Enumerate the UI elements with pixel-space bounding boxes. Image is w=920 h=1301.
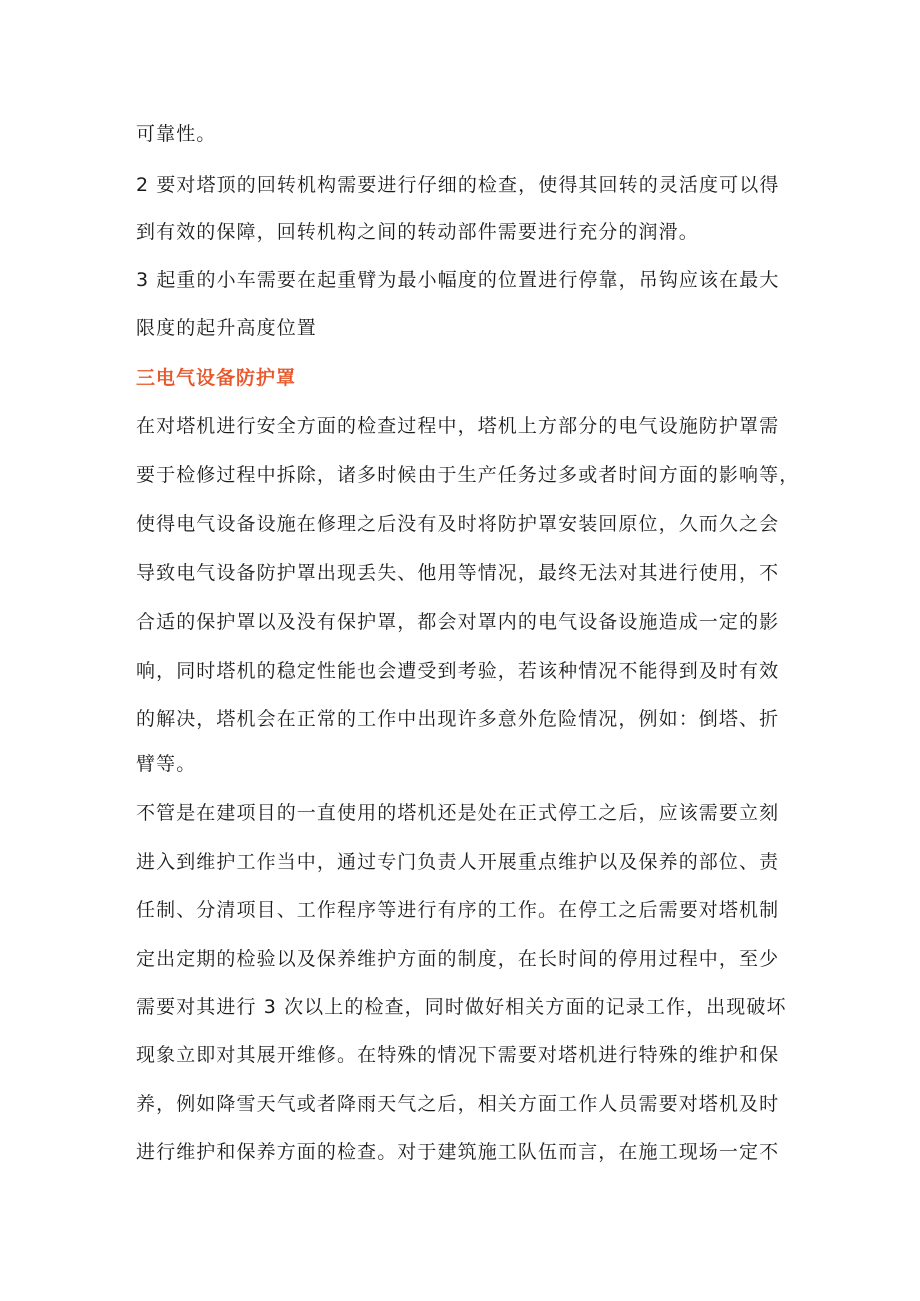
text-line: 限度的起升高度位置 — [136, 317, 317, 339]
text-line: 进行维护和保养方面的检查。对于建筑施工队伍而言，在施工现场一定不 — [136, 1141, 780, 1163]
text-line: 在对塔机进行安全方面的检查过程中，塔机上方部分的电气设施防护罩需 — [136, 415, 780, 437]
section-heading: 三电气设备防护罩 — [136, 367, 297, 389]
text-line: 响，同时塔机的稳定性能也会遭受到考验，若该种情况不能得到及时有效 — [136, 660, 780, 682]
text-line: 合适的保护罩以及没有保护罩，都会对罩内的电气设备设施造成一定的影 — [136, 611, 780, 633]
text-line: 定出定期的检验以及保养维护方面的制度，在长时间的停用过程中，至少 — [136, 948, 780, 970]
text-line: 现象立即对其展开维修。在特殊的情况下需要对塔机进行特殊的维护和保 — [136, 1044, 780, 1066]
text-line: 要于检修过程中拆除，诸多时候由于生产任务过多或者时间方面的影响等， — [136, 464, 800, 486]
text-line: 的解决，塔机会在正常的工作中出现许多意外危险情况，例如：倒塔、折 — [136, 708, 780, 730]
text-line: 臂等。 — [136, 753, 197, 775]
text-line: 3 起重的小车需要在起重臂为最小幅度的位置进行停靠，吊钩应该在最大 — [136, 269, 780, 291]
text-line: 使得电气设备设施在修理之后没有及时将防护罩安装回原位，久而久之会 — [136, 513, 780, 535]
text-line: 到有效的保障，回转机构之间的转动部件需要进行充分的润滑。 — [136, 221, 699, 243]
text-line: 养，例如降雪天气或者降雨天气之后，相关方面工作人员需要对塔机及时 — [136, 1093, 780, 1115]
text-line: 需要对其进行 3 次以上的检查，同时做好相关方面的记录工作，出现破坏 — [136, 996, 787, 1018]
text-line: 2 要对塔顶的回转机构需要进行仔细的检查，使得其回转的灵活度可以得 — [136, 174, 780, 196]
text-line: 不管是在建项目的一直使用的塔机还是处在正式停工之后，应该需要立刻 — [136, 802, 780, 824]
text-line: 可靠性。 — [136, 123, 217, 145]
text-line: 任制、分清项目、工作程序等进行有序的工作。在停工之后需要对塔机制 — [136, 899, 780, 921]
text-line: 进入到维护工作当中，通过专门负责人开展重点维护以及保养的部位、责 — [136, 851, 780, 873]
text-line: 导致电气设备防护罩出现丢失、他用等情况，最终无法对其进行使用，不 — [136, 562, 780, 584]
